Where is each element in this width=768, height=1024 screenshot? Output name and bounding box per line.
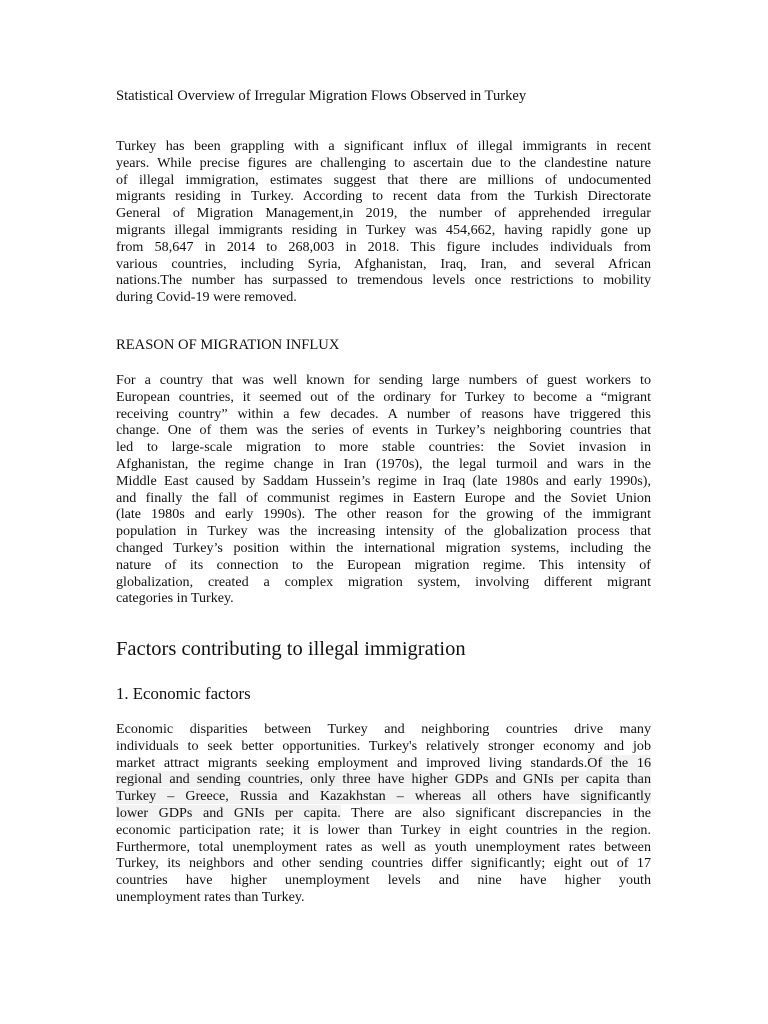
text-segment: There are also significant discrepancies in the bbox=[340, 804, 651, 821]
text-line bbox=[116, 771, 651, 788]
text-line: from 58,647 in 2014 to 268,003 in 2018. This figure includes individuals from bbox=[116, 238, 651, 255]
text-line bbox=[116, 788, 651, 805]
text-line: change. One of them was the series of events in Turkey’s neighboring countries that bbox=[116, 422, 651, 439]
highlighted-text: lower GDPs and GNIs per capita. bbox=[116, 804, 341, 821]
text-line bbox=[116, 889, 651, 906]
text-segment: market attract migrants seeking employment and improved living standards. bbox=[116, 754, 588, 771]
reason-heading: REASON OF MIGRATION INFLUX bbox=[116, 337, 340, 353]
text-segment: countries have higher unemployment levels and nine have higher youth bbox=[116, 872, 651, 889]
economic-factors-heading: 1. Economic factors bbox=[116, 684, 251, 703]
text-line: Middle East caused by Saddam Hussein’s regime in Iraq (late 1980s and early 1990s), bbox=[116, 472, 651, 489]
text-line: General of Migration Management,in 2019, the number of apprehended irregular bbox=[116, 205, 651, 222]
text-line: globalization, created a complex migration system, involving different migrant bbox=[116, 573, 651, 590]
intro-paragraph bbox=[116, 138, 651, 306]
text-line: nations.The number has surpassed to tremendous levels once restrictions to mobility bbox=[116, 272, 651, 289]
text-line: population in Turkey was the increasing intensity of the globalization process that bbox=[116, 523, 651, 540]
text-line: years. While precise figures are challenging to ascertain due to the clandestine nature bbox=[116, 154, 651, 171]
highlighted-text: regional and sending countries, only three have higher GDPs and GNIs per capita than bbox=[116, 771, 651, 788]
factors-heading: Factors contributing to illegal immigration bbox=[116, 638, 466, 660]
text-line: migrants residing in Turkey. According to recent data from the Turkish Directorate bbox=[116, 188, 651, 205]
text-line: categories in Turkey. bbox=[116, 590, 234, 607]
text-line bbox=[116, 839, 651, 856]
text-line: European countries, it seemed out of the ordinary for Turkey to become a “migrant bbox=[116, 388, 651, 405]
text-segment: unemployment rates than Turkey. bbox=[116, 888, 305, 905]
text-line: For a country that was well known for sending large numbers of guest workers to bbox=[116, 372, 651, 388]
text-line: various countries, including Syria, Afghanistan, Iraq, Iran, and several African bbox=[116, 255, 651, 272]
text-segment: economic participation rate; it is lower than Turkey in eight countries in the region. bbox=[116, 821, 651, 838]
text-segment: Furthermore, total unemployment rates as well as youth unemployment rates between bbox=[116, 838, 651, 855]
text-line: and finally the fall of communist regimes in Eastern Europe and the Soviet Union bbox=[116, 489, 651, 506]
text-segment: Turkey, its neighbors and other sending countries differ significantly; eight out of 17 bbox=[116, 855, 651, 872]
text-line: (late 1980s and early 1990s). The other reason for the growing of the immigrant bbox=[116, 506, 651, 523]
text-line: of illegal immigration, estimates suggest that there are millions of undocumented bbox=[116, 171, 651, 188]
text-line: Turkey has been grappling with a significant influx of illegal immigrants in recent bbox=[116, 138, 651, 154]
text-line bbox=[116, 805, 651, 822]
text-line bbox=[116, 755, 651, 772]
text-line: led to large-scale migration to more stable countries: the Soviet invasion in bbox=[116, 439, 651, 456]
text-line bbox=[116, 721, 651, 738]
highlighted-text: Of the 16 bbox=[587, 754, 651, 771]
text-line bbox=[116, 872, 651, 889]
text-line bbox=[116, 738, 651, 755]
text-line bbox=[116, 855, 651, 872]
text-segment: Economic disparities between Turkey and neighboring countries drive many bbox=[116, 721, 651, 737]
document-title: Statistical Overview of Irregular Migration Flows Observed in Turkey bbox=[116, 88, 527, 104]
text-line: during Covid-19 were removed. bbox=[116, 289, 297, 306]
text-line bbox=[116, 822, 651, 839]
economic-paragraph bbox=[116, 721, 651, 906]
text-line: changed Turkey’s position within the international migration systems, including the bbox=[116, 539, 651, 556]
highlighted-text: Turkey – Greece, Russia and Kazakhstan – whereas all others have significantly bbox=[116, 788, 651, 805]
reason-paragraph bbox=[116, 372, 651, 607]
text-segment: individuals to seek better opportunities. Turkey's relatively stronger economy and job bbox=[116, 737, 651, 754]
text-line: Afghanistan, the regime change in Iran (1970s), the legal turmoil and wars in the bbox=[116, 455, 651, 472]
text-line: migrants illegal immigrants residing in Turkey was 454,662, having rapidly gone up bbox=[116, 221, 651, 238]
text-line: receiving country” within a few decades. A number of reasons have triggered this bbox=[116, 405, 651, 422]
text-line: nature of its connection to the European migration regime. This intensity of bbox=[116, 556, 651, 573]
